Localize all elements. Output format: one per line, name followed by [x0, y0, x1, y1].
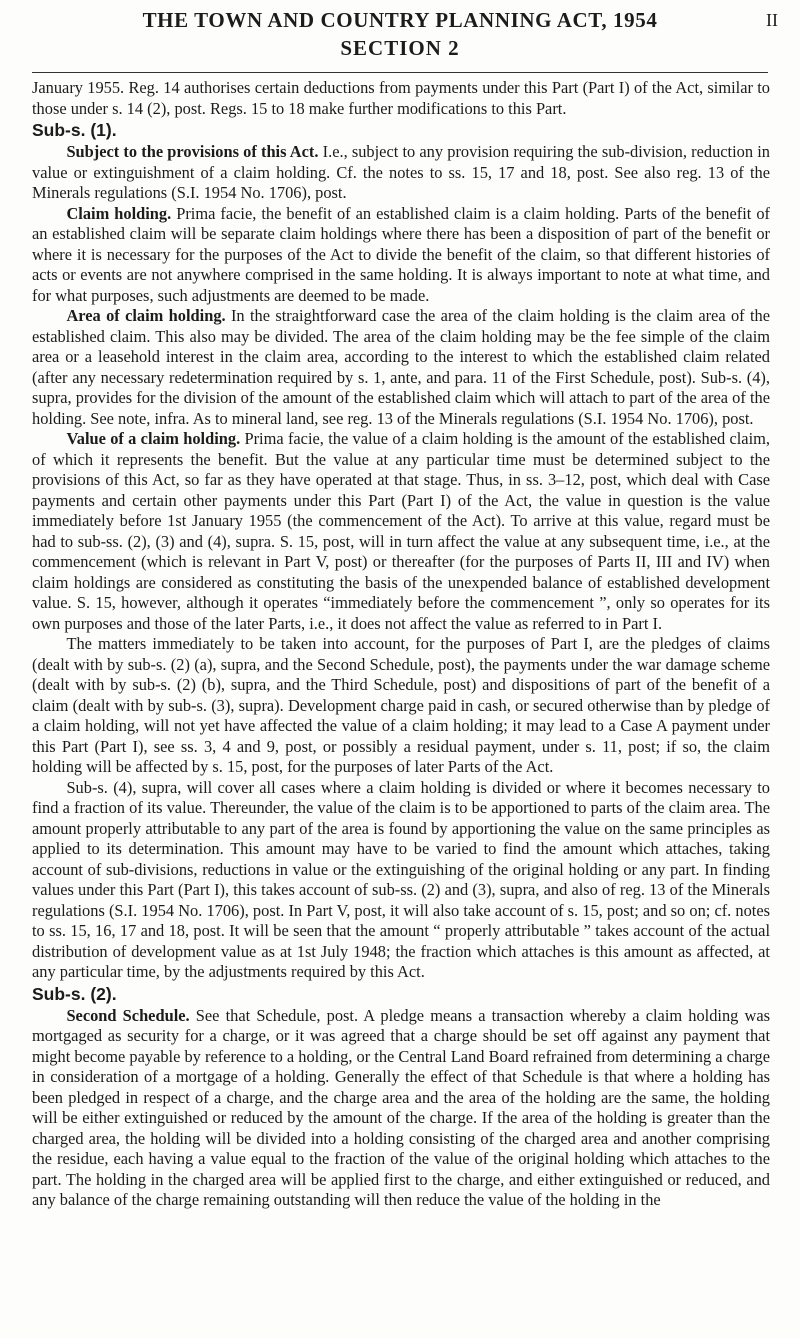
intro-paragraph: January 1955. Reg. 14 authorises certain deductions from payments under this Part (Part I) of the Act, similar to those under s. 14 (2), post. Regs. 15 to 18 make further modifications to this Part. — [32, 78, 770, 118]
paragraph-second-schedule — [32, 1006, 770, 1211]
paragraph-lead: Second Schedule. — [66, 1005, 190, 1025]
subsection-heading-1: Sub-s. (1). — [32, 120, 117, 140]
paragraph-value-of-claim-holding — [32, 429, 770, 634]
paragraph-lead: Claim holding. — [66, 203, 172, 223]
subsection-heading-2: Sub-s. (2). — [32, 983, 117, 1004]
paragraph-subject-to — [32, 142, 770, 204]
paragraph-subs-4: Sub-s. (4), supra, will cover all cases where a claim holding is divided or where it becomes necessary to find a fraction of its value. Thereunder, the value of the claim is to be apportioned to parts of the claim area. The amount properly attributable to any part of the area is found by apportioning the value on the same principles as applied to its determination. This amount may have to be varied to find the amount which attaches, taking account of sub-divisions, reductions in value or the extinguishing of the original holding or any part. In finding values under this Part (Part I), this takes account of sub-ss. (2) and (3), supra, and also of reg. 13 of the Minerals regulations (S.I. 1954 No. 1706), post. In Part V, post, it will also take account of s. 15, post; and so on; cf. notes to ss. 15, 16, 17 and 18, post. It will be seen that the amount “ properly attributable ” takes account of the actual distribution of development value as at 1st July 1948; the fraction which attaches is this amount as affected, at any particular time, by the adjustments required by this Act. — [32, 777, 770, 981]
paragraph-lead: Subject to the provisions of this Act. — [66, 142, 319, 161]
paragraph-text: See that Schedule, post. A pledge means a transaction whereby a claim holding was mortgaged as security for a charge, or it was agreed that a charge should be set off against any payment that might become payable by reference to a holding, or the Central Land Board refrained from determining a charge in consideration of a mortgage of a holding. Generally the effect of that Schedule is that where a holding has been pledged in respect of a charge, and the charge area and the area of the holding are the same, the holding will be either extinguished or reduced by the amount of the charge. If the area of the holding is greater than the charged area, the holding will be divided into a holding consisting of the charged area and another comprising the residue, each having a value equal to the fraction of the value of the original holding which attaches to the part. The holding in the charged area will be applied first to the charge, and either extinguished or reduced, and any balance of the charge remaining outstanding will then reduce the value of the holding in the — [32, 1005, 770, 1209]
body-text — [32, 78, 770, 1211]
paragraph-text: In the straightforward case the area of the claim holding is the claim area of the established claim. This also may be divided. The area of the claim holding may be the fee simple of the claim area or a leasehold interest in the claim area, according to the interest to which the established claim related (after any necessary redetermination required by s. 1, ante, and para. 11 of the First Schedule, post). Sub-s. (4), supra, provides for the division of the amount of the established claim which will attach to part of the area of the holding. See note, infra. As to mineral land, see reg. 13 of the Minerals regulations (S.I. 1954 No. 1706), post. — [32, 306, 770, 428]
paragraph-lead: Area of claim holding. — [66, 306, 226, 325]
paragraph-matters-taken-into-account: The matters immediately to be taken into account, for the purposes of Part I, are the pledges of claims (dealt with by sub-s. (2) (a), supra, and the Second Schedule, post), the payments under the war damage scheme (dealt with by sub-s. (2) (b), supra, and the Third Schedule, post) and dispositions of part of the benefit of a claim (dealt with by sub-s. (3), supra). Development charge paid in cash, or secured otherwise than by pledge of a claim holding, will not yet have affected the value of a claim holding; it may lead to a Case A payment under this Part (Part I), see ss. 3, 4 and 9, post, or possibly a residual payment, under s. 11, post; if so, the claim holding will be affected by s. 15, post, for the purposes of later Parts of the Act. — [32, 634, 770, 776]
section-heading: SECTION 2 — [340, 36, 460, 60]
page-number: II — [766, 10, 778, 30]
paragraph-lead: Value of a claim holding. — [66, 429, 241, 448]
running-head — [0, 6, 800, 34]
paragraph-claim-holding — [32, 204, 770, 307]
paragraph-text: Prima facie, the value of a claim holding is the amount of the established claim, of which it represents the benefit. But the value at any particular time must be determined subject to the provisions of this Act, so far as they have operated at that stage. Thus, in ss. 3–12, post, which deal with Case payments and certain other payments under this Part (Part I) of the Act, the value in question is the value immediately before 1st January 1955 (the commencement of the Act). To arrive at this value, regard must be had to sub-ss. (2), (3) and (4), supra. S. 15, post, will in turn affect the value at any subsequent time, i.e., at the commencement (which is relevant in Part V, post) or thereafter (for the purposes of Parts II, III and IV) when claim holdings are considered as constituting the basis of the unexpended balance of established development value. S. 15, however, although it operates “immediately before the commencement ”, only so operates for its own purposes and those of the later Parts, i.e., it does not affect the value as referred to in Part I. — [32, 429, 770, 633]
paragraph-text: I.e., subject to any provision requiring the sub-division, reduction in value or extinguishment of a claim holding. Cf. the notes to ss. 15, 17 and 18, post. See also reg. 13 of the Minerals regulations (S.I. 1954 No. 1706), post. — [32, 142, 770, 202]
paragraph-text: Prima facie, the benefit of an established claim is a claim holding. Parts of the benefit of an established claim will be separate claim holdings where there has been a disposition of part of the benefit or where it is necessary for the purposes of the Act to divide the benefit of the claim, so that different histories of acts or events are not anywhere comprised in the same holding. It is always important to note at what time, and for what purposes, such adjustments are deemed to be made. — [32, 203, 770, 305]
running-title: THE TOWN AND COUNTRY PLANNING ACT, 1954 — [142, 8, 658, 32]
paragraph-area-of-claim-holding — [32, 306, 770, 429]
header-rule — [32, 72, 768, 73]
